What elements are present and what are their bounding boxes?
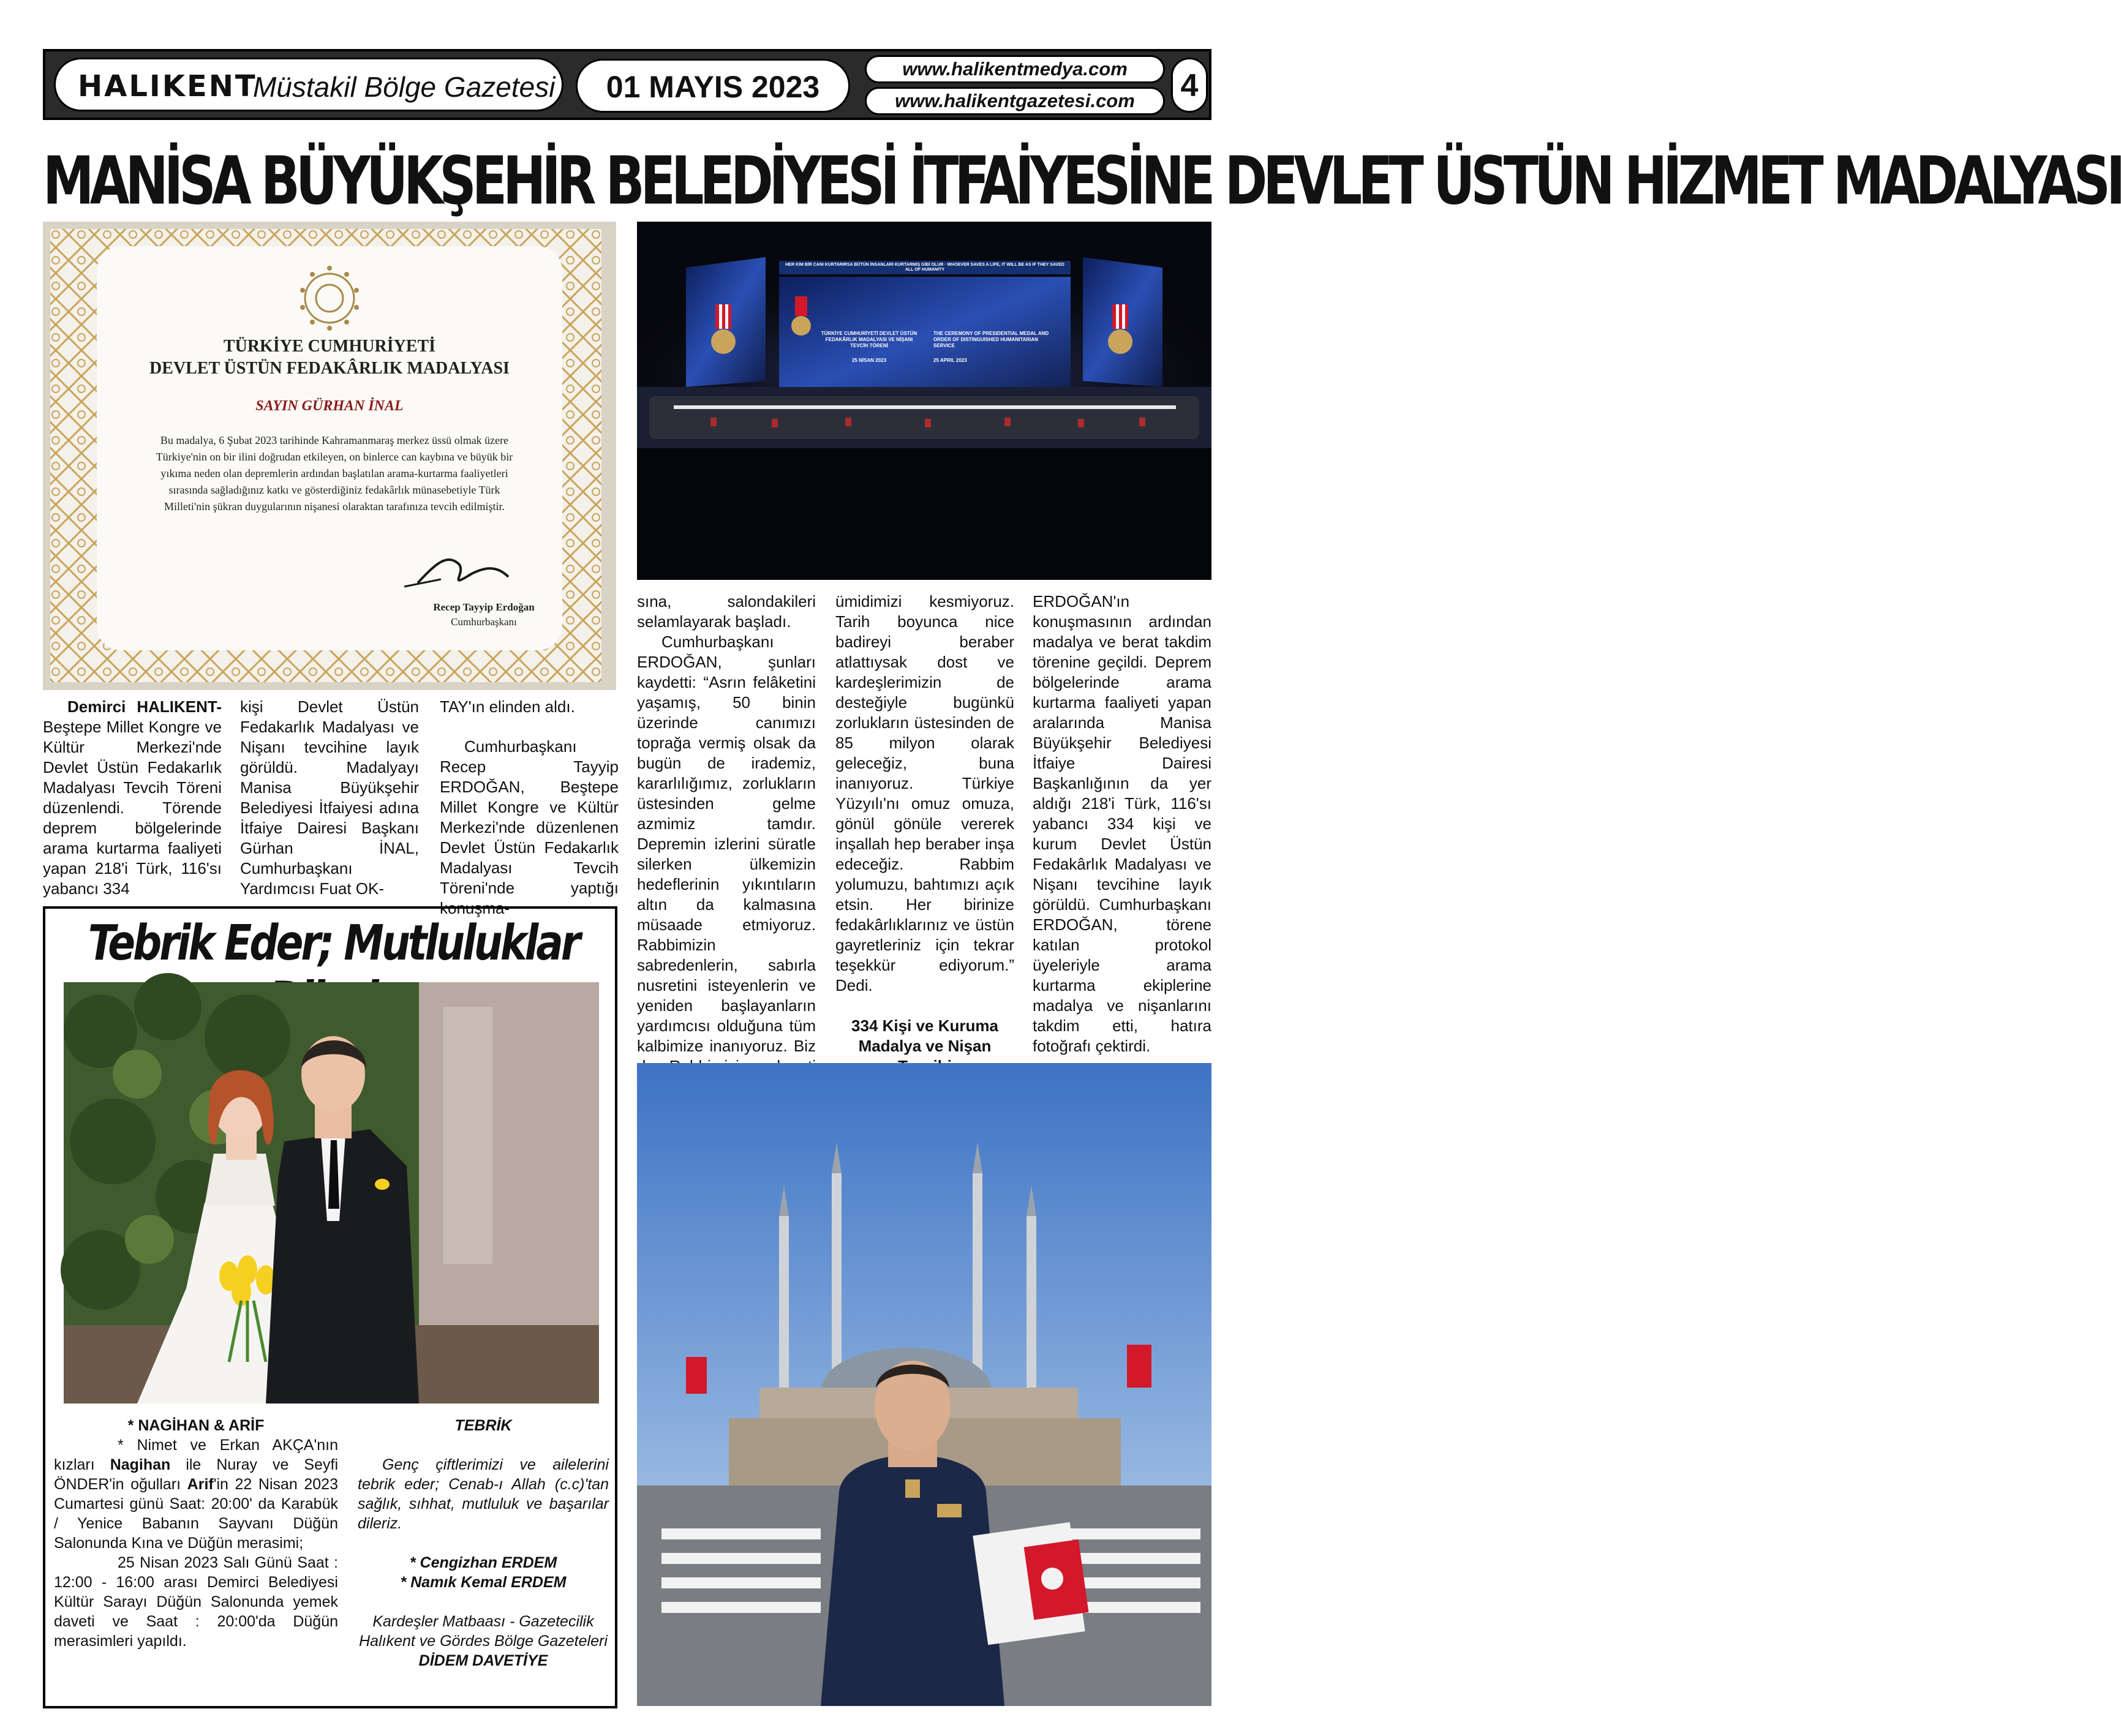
congrats-sign-2: * Namık Kemal ERDEM (400, 1574, 567, 1591)
stage-banner-text: HER KİM BİR CANI KURTARIRSA BÜTÜN İNSANLARI KURTARMIŞ GİBİ OLUR · WHOEVER SAVES A LIFE, IT WILL BE AS IF THEY SAVED ALL OF HUMANITY (785, 263, 1064, 272)
ceremony-photo (637, 222, 1211, 580)
congrats-title: Tebrik Eder; Mutluluklar (88, 915, 579, 972)
website-link-2[interactable]: www.halikentgazetesi.com (865, 87, 1165, 115)
article-col4-text-1: sına, salondakileri selamlayarak başladı. (637, 592, 816, 631)
firefighter-photo (637, 1063, 1211, 1706)
article-column-5 (835, 592, 1014, 1097)
congrats-p1-mid: ile Nuray ve Seyfi ÖNDER'in oğulları (54, 1456, 339, 1493)
page-number: 4 (1171, 58, 1208, 113)
congrats-p1-pre: * Nimet ve Erkan AKÇA'nın kızları (54, 1437, 338, 1473)
certificate-signer-name: Recep Tayyip Erdoğan (433, 601, 535, 613)
issue-date: 01 MAYIS 2023 (576, 59, 850, 113)
article-col5-text: ümidimizi kesmiyoruz. Tarih boyunca nice badireyi beraber atlattıysak dost ve kardeşlerimizin de desteğiyle bugünkü zorlukların üstesinden de 85 milyon olarak geleceğiz, buna inanıyoruz. Türkiye Yüzyılı'nı omuz omuza, gönül gönüle vererek inşallah hep beraber inşa edeceğiz. Rabbim yolumuzu, bahtımızı açık etsin. Her birinize fedakârlıklarınız ve üstün gayretleriniz için tekrar teşekkür ediyorum.” Dedi. (835, 592, 1014, 994)
congrats-p1-post: 'in 22 Nisan 2023 Cumartesi günü Saat: 20:00' da Karabük / Yenice Babanın Sayvanı Düğün Salonunda Kına ve Düğün merasimi; (54, 1476, 338, 1552)
article-column-6 (1033, 592, 1211, 1086)
stage-right-text: THE CEREMONY OF PRESIDENTIAL MEDAL AND ORDER OF DISTINGUISHED HUMANITARIAN SERVICE (933, 331, 1049, 348)
congrats-right-text: Genç çiftlerimizi ve ailelerini tebrik eder; Cenab-ı Allah (c.c)'tan sağlık, sıhhat, mutluluk ve başarılar dileriz. (358, 1456, 609, 1532)
stage-left-text: TÜRKİYE CUMHURİYETİ DEVLET ÜSTÜN FEDAKÂRLIK MADALYASI VE NİŞANI TEVCİH TÖRENİ (821, 331, 917, 348)
brand-subtitle: Müstakil Bölge Gazetesi (253, 71, 556, 103)
certificate-title-1: TÜRKİYE CUMHURİYETİ (223, 337, 436, 356)
page-headline: MANİSA BÜYÜKŞEHİR BELEDİYESİ İTFAİYESİNE DEVLET ÜSTÜN HİZMET MADALYASI (43, 142, 2121, 219)
article-subheading: 334 Kişi ve Kuruma Madalya ve Nişan (851, 1016, 998, 1055)
stage-right-date: 25 APRIL 2023 (933, 358, 967, 363)
article-column-4 (637, 592, 816, 1097)
masthead (43, 49, 1211, 120)
congrats-footer-3: DİDEM DAVETİYE (418, 1652, 548, 1669)
certificate-body: Bu madalya, 6 Şubat 2023 tarihinde Kahramanmaraş merkez üssü olmak üzere Türkiye'nin on bir ilini doğrudan etkileyen, on binlerce can kaybına ve büyük bir yıkıma neden olan depremlerin ardından başlatılan arama-kurtarma faaliyetleri sırasında sağladığınız katkı ve gösterdiğiniz fedakârlık münasebetiyle Türk Milleti'nin şükran duygularının nişanesi olaraktan tarafınıza tevcih edilmiştir. (156, 434, 513, 513)
article-column-1 (43, 697, 222, 899)
congrats-sign-1: * Cengizhan ERDEM (409, 1554, 557, 1571)
congrats-right-heading: TEBRİK (454, 1417, 512, 1434)
certificate-recipient: SAYIN GÜRHAN İNAL (255, 398, 404, 414)
stage-left-date: 25 NİSAN 2023 (851, 358, 887, 363)
article-col3-text-2: Cumhurbaşkanı Recep Tayyip ERDOĞAN, Beştepe Millet Kongre ve Kültür Merkezi'nde düzenlenen Devlet Üstün Fedakarlık Madalyası Tevcih Töreni'nde yaptığı konuşma- (440, 737, 619, 917)
congrats-bride: Nagihan (110, 1456, 171, 1473)
brand-pill (54, 58, 563, 111)
firefighter-mosque-illustration (637, 1063, 1211, 1706)
congrats-p2: 25 Nisan 2023 Salı Günü Saat : 12:00 - 16:00 arası Demirci Belediyesi Kültür Sarayı Düğün Salonunda yemek daveti ve Saat : 20:00'da Düğün merasimleri yapıldı. (54, 1554, 338, 1650)
article-col3-text-1: TAY'ın elinden aldı. (440, 697, 575, 716)
congrats-left-column (54, 1416, 338, 1651)
congrats-couple: * NAGİHAN & ARİF (127, 1417, 265, 1434)
ceremony-stage-illustration (637, 222, 1211, 580)
article-dateline: Demirci HALIKENT- (67, 697, 222, 716)
congrats-groom: Arif (187, 1476, 214, 1493)
article-column-3 (440, 697, 619, 919)
article-column-2 (240, 697, 419, 899)
certificate-photo (43, 222, 616, 690)
article-col6-text: ERDOĞAN'ın konuşmasının ardından madalya ve berat takdim törenine geçildi. Deprem bölgelerinde arama kurtarma faaliyeti yapan aralarında Manisa Büyükşehir Belediyesi İtfaiye Dairesi Başkanlığının da yer aldığı 218'i Türk, 116'sı yabancı 334 kişi ve kurum Devlet Üstün Fedakârlık Madalyası ve Nişanı tevcihine layık görüldü. Cumhurbaşkanı ERDOĞAN, törene katılan protokol üyeleriyle arama kurtarma ekiplerine madalya ve nişanlarını takdim etti, hatıra fotoğrafı çektirdi. (1033, 592, 1211, 1055)
congrats-footer-2: Halıkent ve Gördes Bölge Gazeteleri (359, 1633, 608, 1650)
wedding-couple-illustration (64, 982, 599, 1403)
website-link-1[interactable]: www.halikentmedya.com (865, 55, 1165, 83)
article-col2-text: kişi Devlet Üstün Fedakarlık Madalyası ve Nişanı tevcihine layık görüldü. Madalyayı Manisa Büyükşehir Belediyesi İtfaiyesi adına İtfaiye Dairesi Başkanı Gürhan İNAL, Cumhurbaşkanı Yardımcısı Fuat OK- (240, 697, 419, 898)
brand-name: HALIKENT (78, 69, 257, 103)
certificate-signer-title: Cumhurbaşkanı (451, 616, 517, 628)
wedding-photo (64, 982, 599, 1403)
congrats-right-column (358, 1416, 609, 1670)
article-col1-text: Beştepe Millet Kongre ve Kültür Merkezi'nde Devlet Üstün Fedakarlık Madalyası Tevcih Töreni düzenlendi. Törende deprem bölgelerinde arama kurtarma faaliyeti yapan 218'i Türk, 116'sı yabancı 334 (43, 718, 222, 898)
certificate-title-2: DEVLET ÜSTÜN FEDAKÂRLIK MADALYASI (149, 359, 510, 378)
article-col4-text-2: Cumhurbaşkanı ERDOĞAN, şunları kaydetti: “Asrın felâketini yaşamış, 50 binin üzerinde canımızı toprağa vermiş olsak da bugün de irademiz, kararlılığımız, zorlukların üstesinden gelme azmimiz tamdır. Depremin izlerini süratle silerken ülkemizin hedeflerinin yıkıntıların altın da kalmasına müsaade etmiyoruz. Rabbimizin sabredenlerin, sabırla nusretini isteyenlerin ve yeniden başlayanların yardımcısı olduğuna tüm kalbimize inanıyoruz. Biz (637, 633, 816, 1055)
congrats-footer-1: Kardeşler Matbaası - Gazetecilik (372, 1613, 594, 1630)
